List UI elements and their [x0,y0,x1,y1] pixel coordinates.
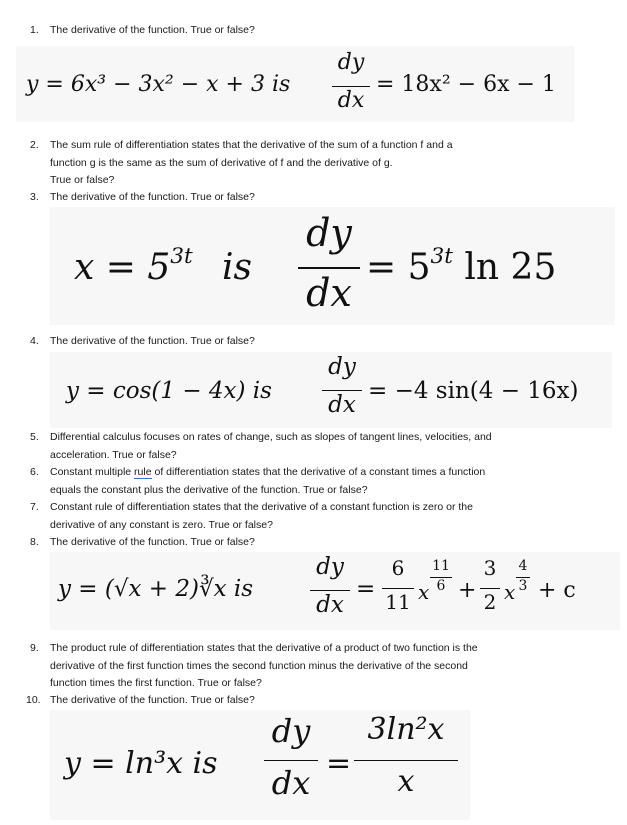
question-text: The derivative of the function. True or false? [50,536,255,548]
equation-3-is: is [222,247,252,288]
question-text-line: Constant rule of differentiation states that the derivative of a constant function is zero or the [50,501,473,513]
fraction-numerator: dy [271,712,311,750]
equation-3-lhs [74,243,193,288]
question-9 [30,640,590,693]
question-text-line: acceleration. True or false? [50,448,177,461]
fraction-denominator: dx [316,592,344,618]
question-3 [30,189,590,207]
equation-10-lhs: y = ln³x is [64,746,218,781]
question-text-line: The product rule of differentiation states that the derivative of a product of two function is the [50,642,478,654]
equation-1 [16,46,574,122]
equation-4 [50,352,612,428]
lhs-exponent: 3t [170,243,193,269]
question-number: 8. [30,536,39,548]
underlined-word-rule: rule [134,466,152,478]
question-number: 10. [26,694,41,706]
rhs-exponent: 3t [430,243,453,269]
equation-1-lhs: y = 6x³ − 3x² − x + 3 is [26,72,291,97]
question-number: 4. [30,335,39,347]
constant-term: + c [538,578,576,603]
equation-10 [50,710,470,820]
plus-sign: + [458,578,477,603]
question-7 [30,499,590,534]
question-8 [30,534,590,552]
question-5 [30,429,590,464]
rhs-base: = 5 [366,247,431,288]
question-number: 9. [30,642,39,654]
lhs-base: x = 5 [74,247,171,288]
fraction-numerator: 3ln²x [367,712,445,747]
equation-8-lhs: y = (√x + 2)∛x is [58,576,254,602]
question-number: 1. [30,24,39,36]
question-text: The derivative of the function. True or false? [50,191,255,203]
question-text-line: function g is the same as the sum of derivative of f and the derivative of g. [50,156,393,169]
question-text: The derivative of the function. True or false? [50,694,255,706]
question-number: 2. [30,139,39,151]
variable-x: x [418,580,430,604]
fraction-denominator: dx [337,88,365,113]
equation-1-rhs: = 18x² − 6x − 1 [376,72,556,97]
equation-4-lhs: y = cos(1 − 4x) is [66,378,272,404]
fraction-denominator: dx [306,271,352,315]
fraction-denominator: dx [271,764,311,802]
rhs-log: ln 25 [464,247,557,288]
question-number: 6. [30,466,39,478]
fraction-numerator: dy [306,211,352,255]
equals-sign: = [326,746,352,781]
fraction-numerator: dy [316,554,344,580]
question-text: The derivative of the function. True or false? [50,24,255,36]
question-number: 7. [30,501,39,513]
question-text-line: derivative of the first function times the second function minus the derivative of the second [50,659,468,672]
question-number: 3. [30,191,39,203]
question-text: The derivative of the function. True or false? [50,335,255,347]
question-10 [26,692,590,710]
equals-sign: = [356,576,376,602]
fraction-denominator: x [397,764,415,799]
question-text-line: Constant multiple rule of differentiation states that the derivative of a constant times a function [50,466,486,478]
question-number: 5. [30,431,39,443]
fraction-denominator: dx [328,392,356,418]
equation-8: y = (√x + 2)∛x is dy dx = 6 11 x 11 6 + 3 2 x 4 3 + c [50,552,620,630]
equation-3-rhs [366,243,557,288]
equation-4-rhs: = −4 sin(4 − 16x) [368,378,579,404]
question-6 [30,464,590,499]
question-text-line: Differential calculus focuses on rates of change, such as slopes of tangent lines, velocities, and [50,431,492,443]
fraction-numerator: dy [337,50,365,75]
equation-3 [50,207,615,325]
question-text-line: derivative of any constant is zero. True or false? [50,518,273,531]
variable-x: x [504,580,516,604]
fraction-numerator: dy [328,354,356,380]
question-text-line: function times the first function. True or false? [50,677,262,689]
question-text-line: equals the constant plus the derivative of the function. True or false? [50,483,368,496]
question-1 [30,22,590,40]
question-2 [30,137,590,190]
question-text-line: The sum rule of differentiation states that the derivative of the sum of a function f and a [50,139,453,151]
question-4 [30,333,590,351]
question-text-line: True or false? [50,174,115,186]
